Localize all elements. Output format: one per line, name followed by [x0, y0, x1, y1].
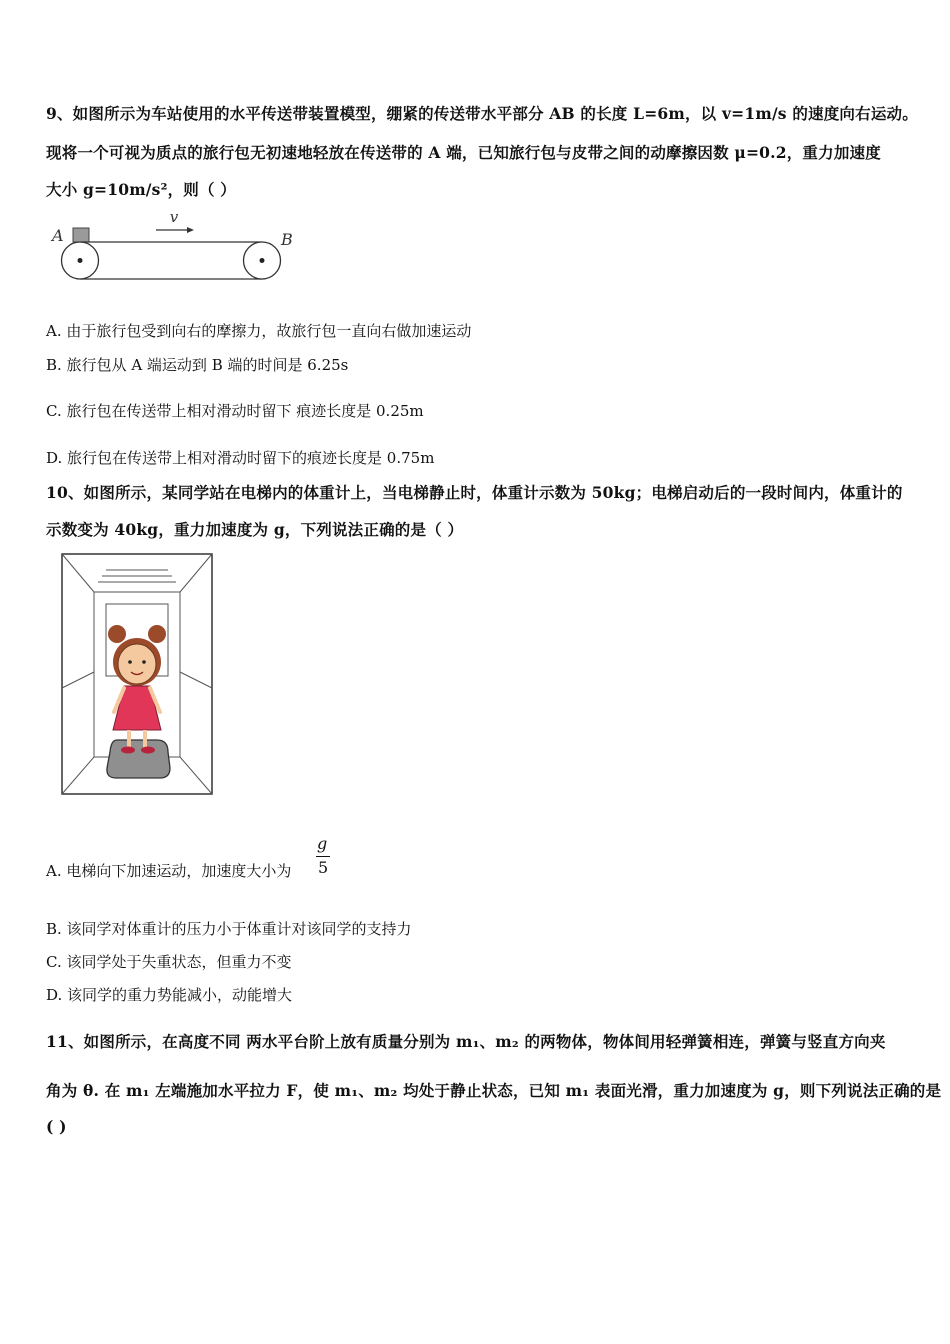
q11-stem-line-3: ( ) [46, 1117, 67, 1136]
face [118, 644, 156, 684]
q10-option-a: A. 电梯向下加速运动，加速度大小为 [46, 862, 292, 880]
scale [107, 740, 170, 778]
q10-option-d: D. 该同学的重力势能减小，动能增大 [46, 986, 293, 1004]
q9-stem-line-1: 9、如图所示为车站使用的水平传送带装置模型，绷紧的传送带水平部分 AB 的长度 L=6m，以 v=1m/s 的速度向右运动。 [46, 104, 918, 123]
hair-bun-left [108, 625, 126, 643]
q9-stem-line-2: 现将一个可视为质点的旅行包无初速地轻放在传送带的 A 端，已知旅行包与皮带之间的动摩擦因数 μ=0.2，重力加速度 [46, 143, 881, 162]
luggage-block [73, 228, 89, 242]
hair-bun-right [148, 625, 166, 643]
q10-stem-line-2: 示数变为 40kg，重力加速度为 g，下列说法正确的是（ ） [46, 520, 464, 539]
q9-stem-line-3: 大小 g=10m/s²，则（ ） [46, 180, 236, 199]
q10-option-c: C. 该同学处于失重状态，但重力不变 [46, 953, 292, 971]
fraction-denominator: 5 [318, 858, 329, 877]
fraction-bar [316, 856, 330, 857]
point-b-label: B [281, 230, 293, 249]
q9-option-d: D. 旅行包在传送带上相对滑动时留下的痕迹长度是 0.75m [46, 449, 435, 467]
q10-option-b: B. 该同学对体重计的压力小于体重计对该同学的支持力 [46, 920, 412, 938]
q9-option-b: B. 旅行包从 A 端运动到 B 端的时间是 6.25s [46, 356, 349, 374]
fraction-numerator: g [317, 834, 328, 853]
q11-stem-line-2: 角为 θ. 在 m₁ 左端施加水平拉力 F，使 m₁、m₂ 均处于静止状态，已知 m₁ 表面光滑，重力加速度为 g，则下列说法正确的是 [46, 1081, 942, 1100]
velocity-label: v [169, 208, 179, 226]
conveyor-belt-figure [48, 206, 298, 286]
q10-stem-line-1: 10、如图所示，某同学站在电梯内的体重计上，当电梯静止时，体重计示数为 50kg；电梯启动后的一段时间内，体重计的 [46, 483, 903, 502]
velocity-arrow-head [187, 227, 194, 233]
left-pulley-axle [78, 258, 83, 263]
q9-option-a: A. 由于旅行包受到向右的摩擦力，故旅行包一直向右做加速运动 [46, 322, 472, 340]
q9-option-c: C. 旅行包在传送带上相对滑动时留下 痕迹长度是 0.25m [46, 402, 424, 420]
q11-stem-line-1: 11、如图所示，在高度不同 两水平台阶上放有质量分别为 m₁、m₂ 的两物体，物体间用轻弹簧相连，弹簧与竖直方向夹 [46, 1032, 886, 1051]
elevator-figure [60, 552, 216, 796]
point-a-label: A [52, 226, 64, 245]
right-pulley-axle [260, 258, 265, 263]
